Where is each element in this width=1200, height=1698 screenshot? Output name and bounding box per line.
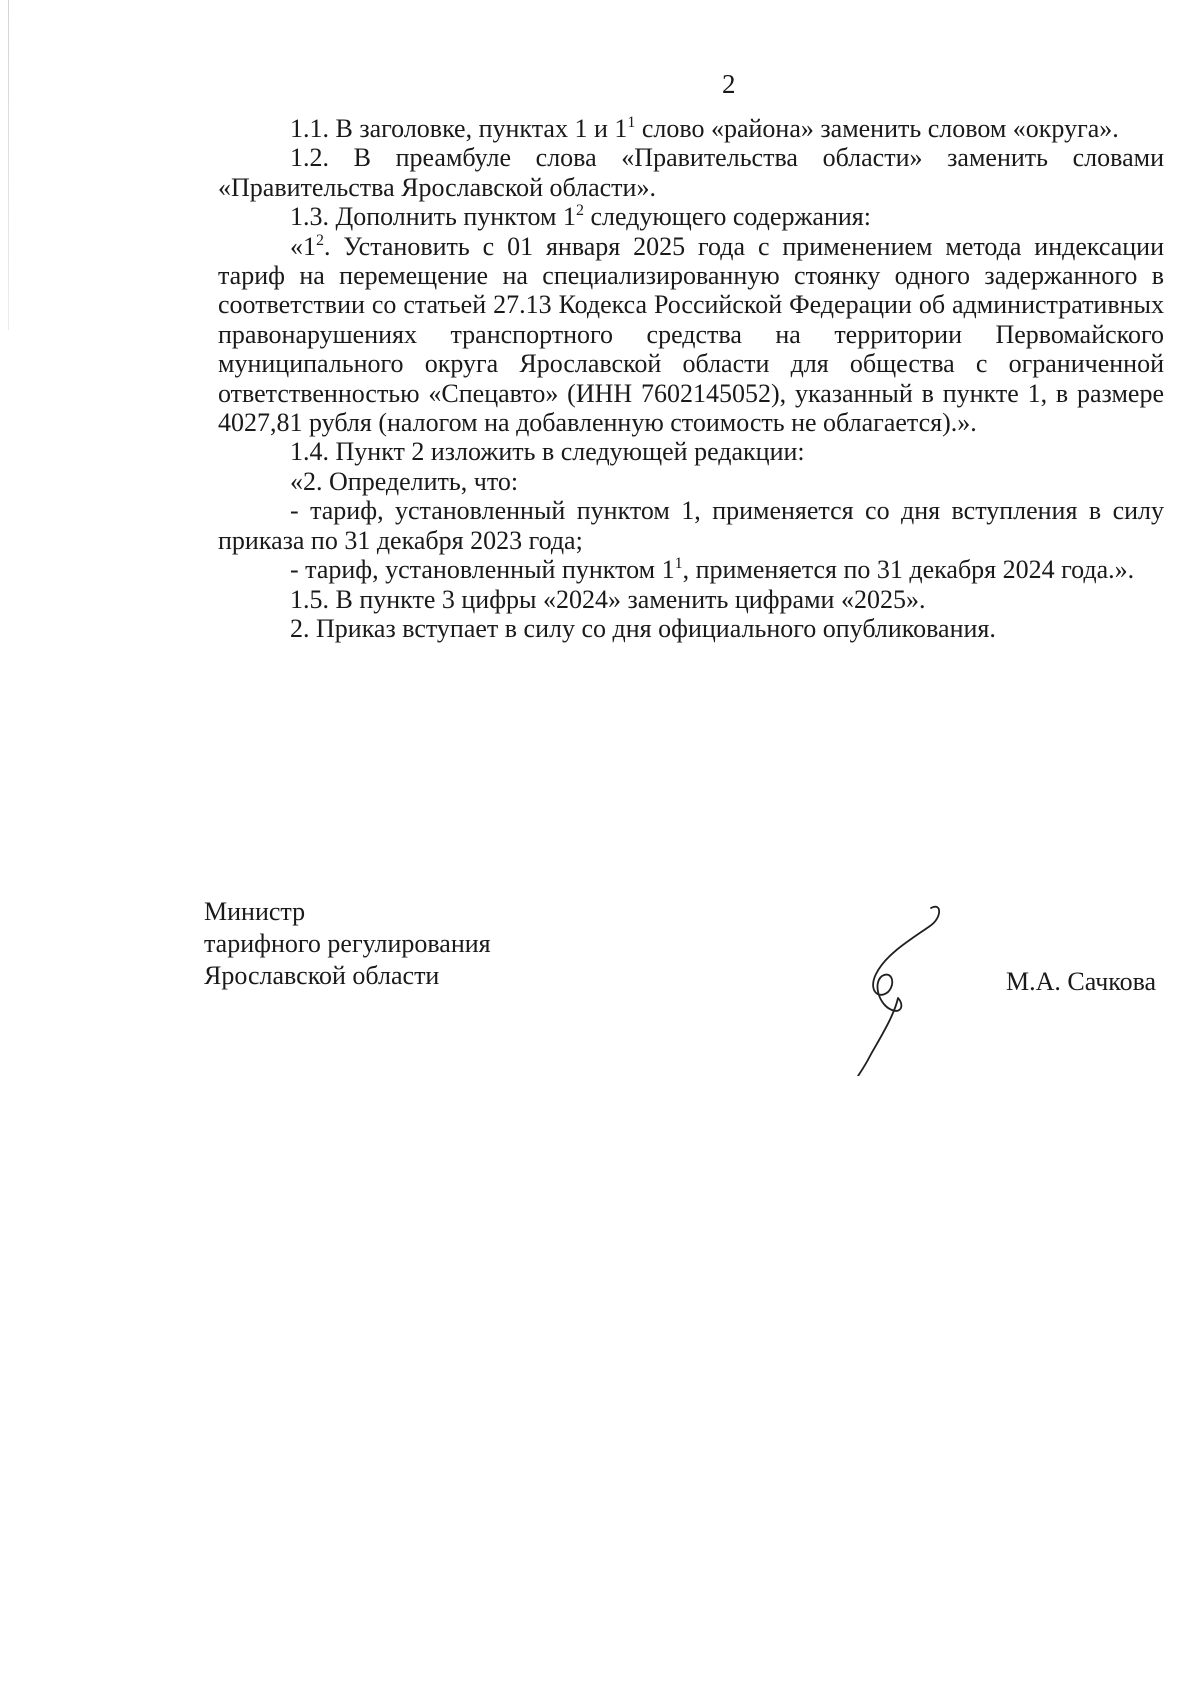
position-line: Министр (204, 897, 306, 926)
position-line: Ярославской области (204, 961, 440, 990)
document-body (218, 114, 1164, 643)
handwritten-signature (846, 896, 956, 1076)
item-1-4: 1.4. Пункт 2 изложить в следующей редакции: (290, 437, 805, 467)
signatory-name: М.А. Сачкова (1006, 967, 1157, 996)
item-1-4-dash-2: - тариф, установленный пунктом $1^1$, применяется по 31 декабря 2024 года.». (290, 555, 1135, 585)
page-number: 2 (722, 69, 736, 99)
item-2: 2. Приказ вступает в силу со дня официального опубликования. (290, 613, 996, 643)
superscript: 2 (316, 231, 324, 249)
signatory-position (204, 896, 491, 992)
superscript: 1 (627, 114, 636, 131)
item-1-5: 1.5. В пункте 3 цифры «2024» заменить цифрами «2025». (290, 584, 926, 614)
item-1-4-quoted: «2. Определить, что: (290, 466, 519, 496)
item-1-3: 1.3. Дополнить пунктом $1^2$ следующего содержания: (290, 202, 871, 232)
superscript: 1 (674, 555, 683, 573)
position-line: тарифного регулирования (204, 929, 491, 958)
scan-edge-artifact (8, 0, 9, 330)
item-1-3-quoted: «$1^2$. Установить с 01 января 2025 года с применением метода индексации тариф на перемещение на специализированную стоянку одного задержанного в соответствии со статьей 27.13 Кодекса Российской Федерации об административных правонарушениях транспортного средства на территории Первомайского муниципального округа Ярославской области для общества с ограниченной ответственностью «Спецавто» (ИНН 7602145052), указанный в пункте 1, в размере 4027,81 рубля (налогом на добавленную стоимость не облагается).». (218, 231, 1164, 438)
item-1-4-dash-1: - тариф, установленный пунктом 1, применяется со дня вступления в силу приказа по 31 декабря 2023 года; (218, 496, 1164, 555)
superscript: 2 (575, 202, 584, 220)
item-1-2: 1.2. В преамбуле слова «Правительства области» заменить словами «Правительства Ярославской области». (218, 143, 1164, 202)
item-1-1: 1.1. В заголовке, пунктах 1 и $1^1$ слово «района» заменить словом «округа». (290, 114, 1119, 143)
